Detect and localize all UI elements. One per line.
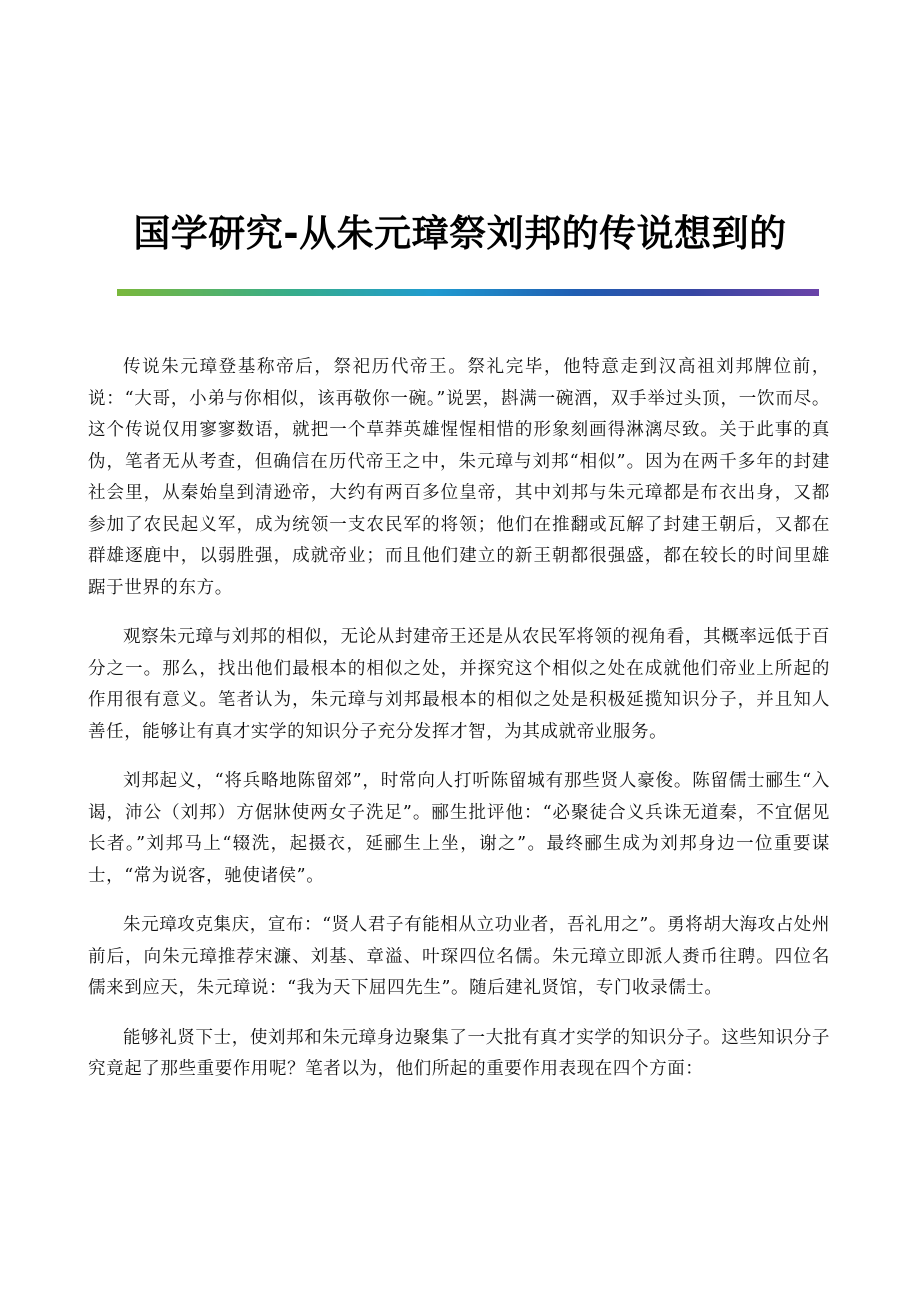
title-divider: [117, 289, 819, 296]
paragraph: 能够礼贤下士，使刘邦和朱元璋身边聚集了一大批有真才实学的知识分子。这些知识分子究竟起了那些重要作用呢？笔者以为，他们所起的重要作用表现在四个方面：: [88, 1027, 830, 1079]
paragraph: 朱元璋攻克集庆，宣布：“贤人君子有能相从立功业者，吾礼用之”。勇将胡大海攻占处州前后，向朱元璋推荐宋濂、刘基、章溢、叶琛四位名儒。朱元璋立即派人赉币往聘。四位名儒来到应天，朱元璋说：“我为天下屈四先生”。随后建礼贤馆，专门收录儒士。: [88, 915, 830, 998]
paragraph: 刘邦起义，“将兵略地陈留郊”，时常向人打听陈留城有那些贤人豪俊。陈留儒士郦生“入谒，沛公（刘邦）方倨牀使两女子洗足”。郦生批评他：“必聚徒合义兵诛无道秦，不宜倨见长者。”刘邦马上“辍洗，起摄衣，延郦生上坐，谢之”。最终郦生成为刘邦身边一位重要谋士，“常为说客，驰使诸侯”。: [88, 771, 830, 886]
paragraph: 传说朱元璋登基称帝后，祭祀历代帝王。祭礼完毕，他特意走到汉高祖刘邦牌位前，说：“大哥，小弟与你相似，该再敬你一碗。”说罢，斟满一碗酒，双手举过头顶，一饮而尽。这个传说仅用寥寥数语，就把一个草莽英雄惺惺相惜的形象刻画得淋漓尽致。关于此事的真伪，笔者无从考查，但确信在历代帝王之中，朱元璋与刘邦“相似”。因为在两千多年的封建社会里，从秦始皇到清逊帝，大约有两百多位皇帝，其中刘邦与朱元璋都是布衣出身，又都参加了农民起义军，成为统领一支农民军的将领；他们在推翻或瓦解了封建王朝后，又都在群雄逐鹿中，以弱胜强，成就帝业；而且他们建立的新王朝都很强盛，都在较长的时间里雄踞于世界的东方。: [88, 357, 830, 598]
document-title: 国学研究-从朱元璋祭刘邦的传说想到的: [133, 211, 787, 255]
paragraph: 观察朱元璋与刘邦的相似，无论从封建帝王还是从农民军将领的视角看，其概率远低于百分之一。那么，找出他们最根本的相似之处，并探究这个相似之处在成就他们帝业上所起的作用很有意义。笔者认为，朱元璋与刘邦最根本的相似之处是积极延揽知识分子，并且知人善任，能够让有真才实学的知识分子充分发挥才智，为其成就帝业服务。: [88, 627, 830, 742]
document-body: [88, 352, 830, 1104]
